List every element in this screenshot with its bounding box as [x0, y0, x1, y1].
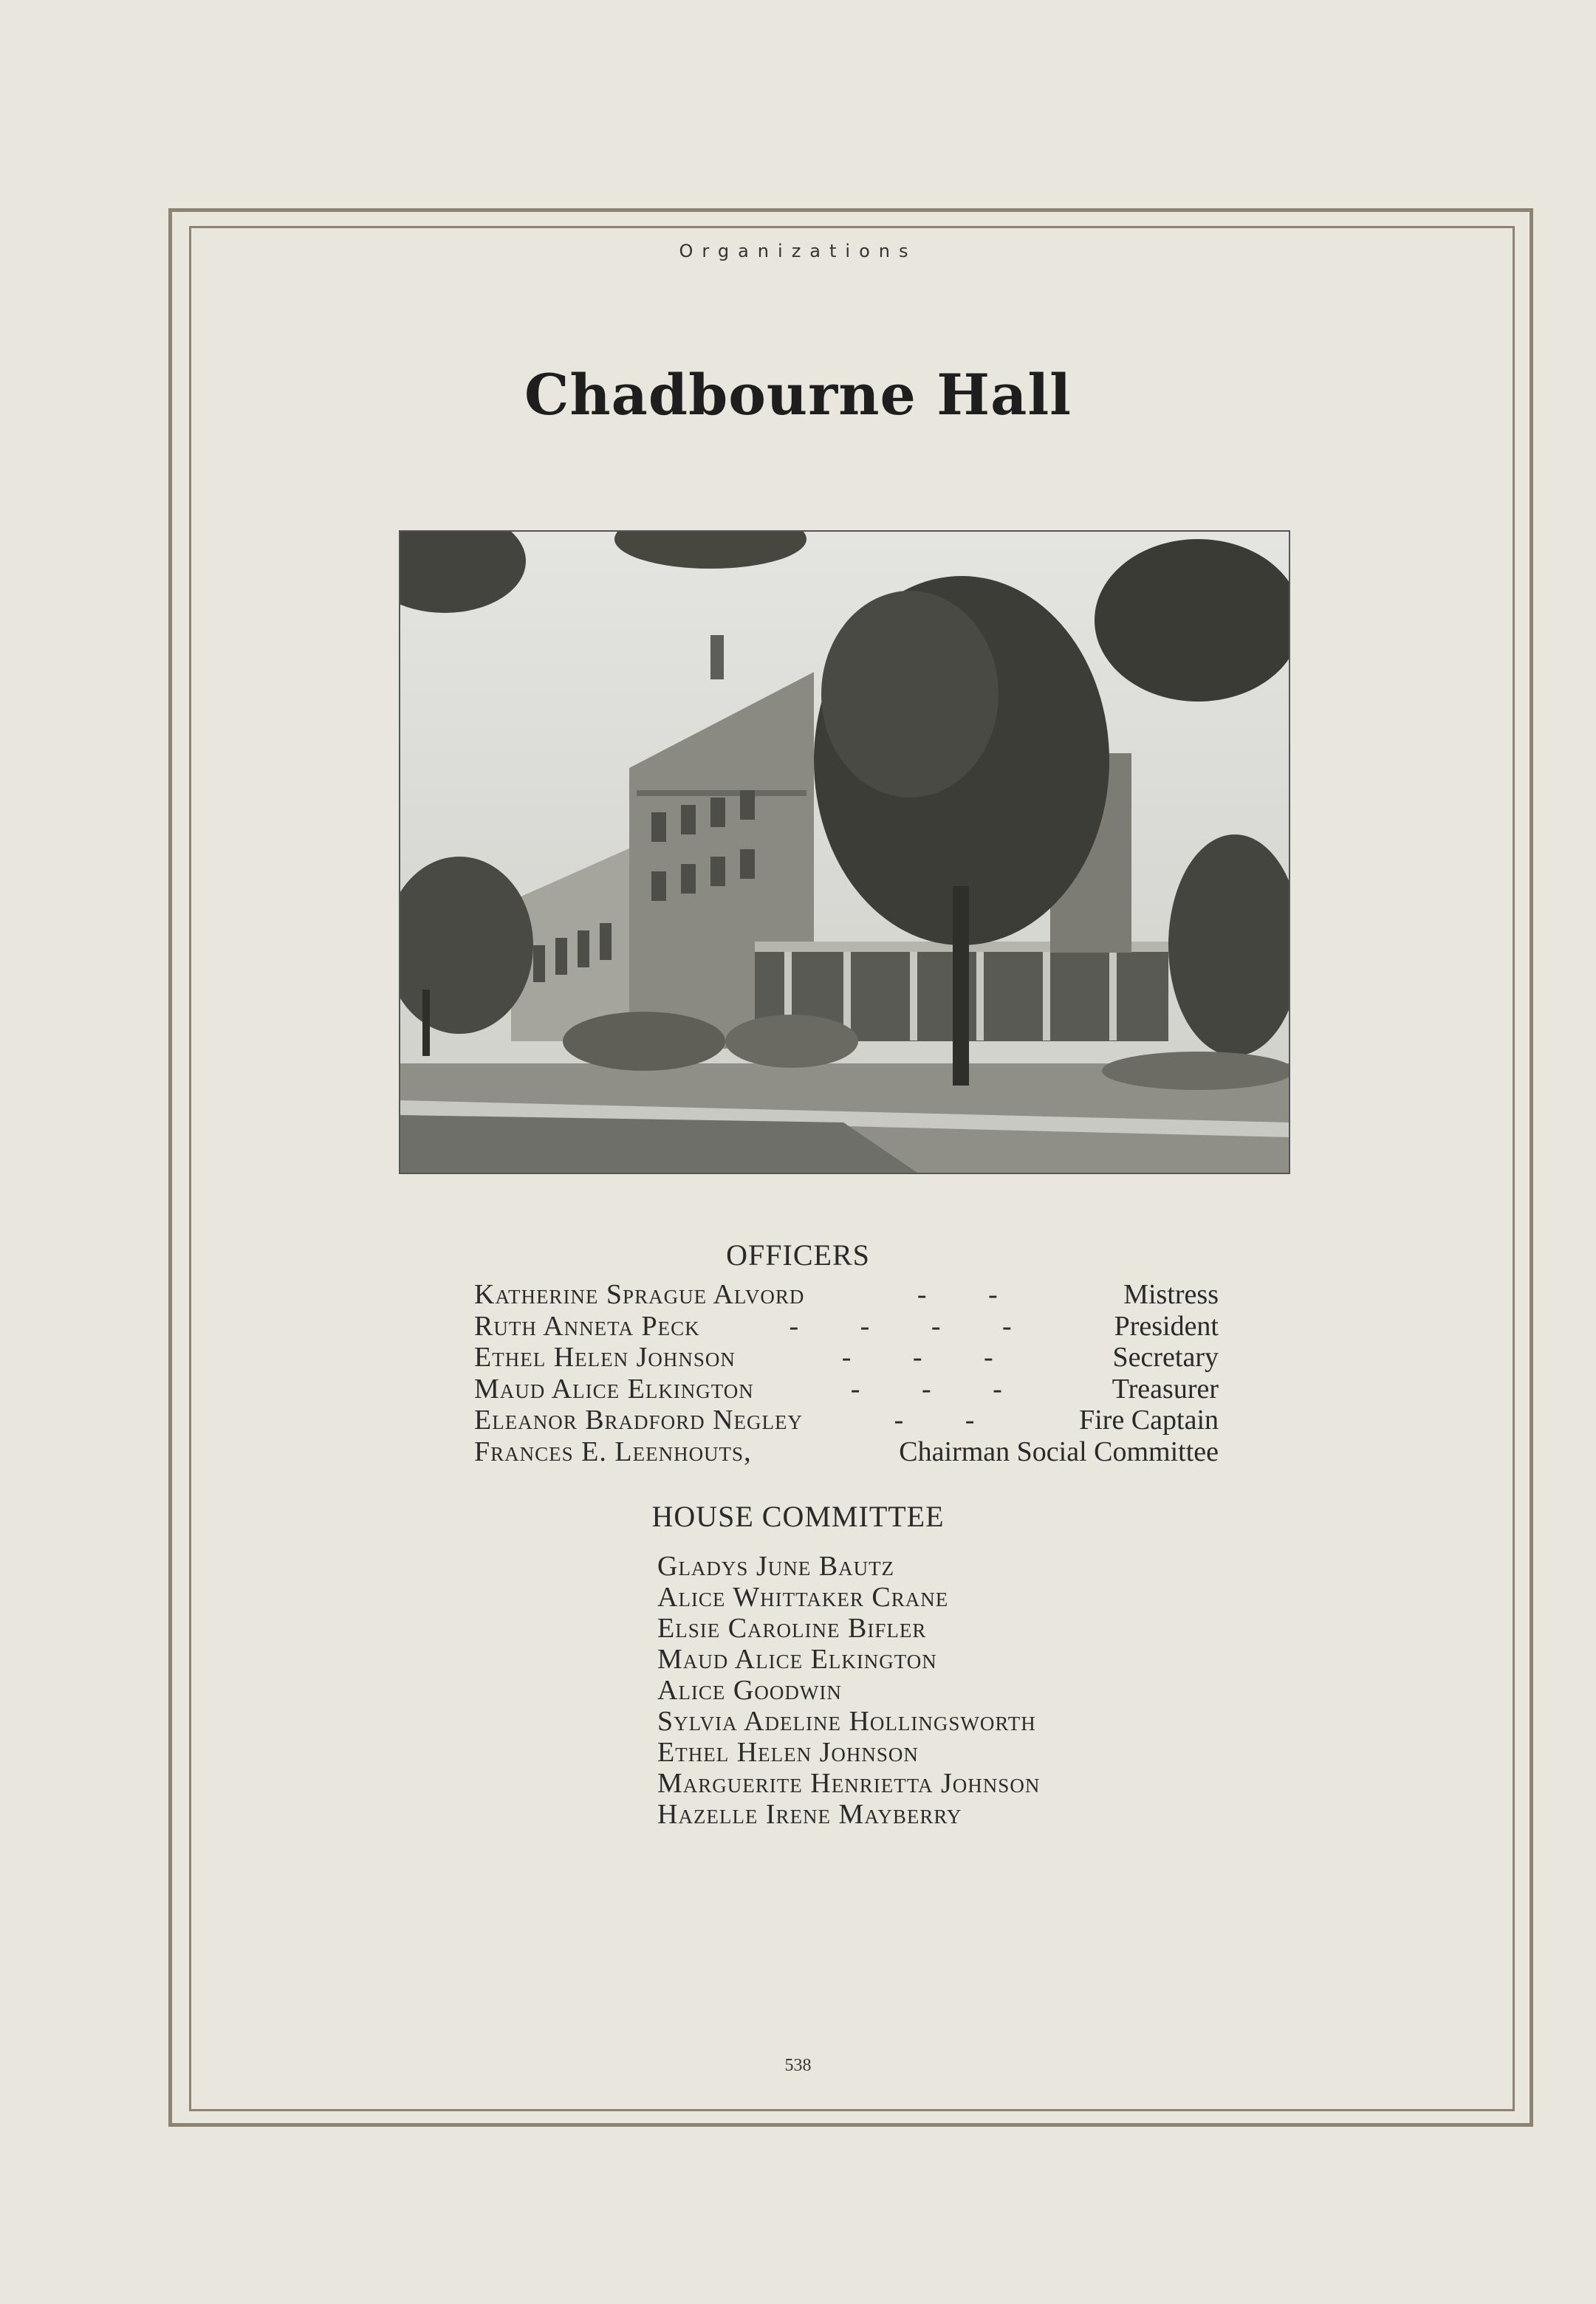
officer-role: Secretary — [1112, 1342, 1219, 1373]
officer-row — [474, 1279, 1219, 1311]
page-title: Chadbourne Hall — [524, 362, 1072, 428]
officer-name: Maud Alice Elkington — [474, 1373, 754, 1405]
committee-member: Gladys June Bautz — [657, 1551, 895, 1582]
officer-role: Mistress — [1123, 1279, 1219, 1310]
committee-member: Hazelle Irene Mayberry — [657, 1799, 962, 1830]
house-committee-heading: HOUSE COMMITTEE — [651, 1500, 945, 1533]
leader-dashes: - - - — [841, 1342, 1007, 1373]
building-photo — [399, 530, 1290, 1174]
officers-heading: OFFICERS — [726, 1238, 870, 1272]
committee-member: Sylvia Adeline Hollingsworth — [657, 1706, 1036, 1737]
officer-row — [474, 1311, 1219, 1343]
page-number: 538 — [784, 2056, 812, 2075]
leader-dashes: - - — [894, 1405, 988, 1436]
officer-row — [474, 1342, 1219, 1374]
house-committee-list — [657, 1551, 1040, 1830]
officer-name: Eleanor Bradford Negley — [474, 1405, 803, 1436]
officers-list — [474, 1279, 1219, 1467]
officer-name: Frances E. Leenhouts, — [474, 1436, 752, 1467]
leader-dashes: - - - — [850, 1373, 1016, 1405]
committee-member: Alice Goodwin — [657, 1675, 842, 1706]
leader-dashes: - - — [917, 1279, 1011, 1310]
officer-row — [474, 1436, 1219, 1468]
section-header: Organizations — [679, 241, 917, 261]
officer-row — [474, 1405, 1219, 1436]
committee-member: Marguerite Henrietta Johnson — [657, 1768, 1041, 1799]
committee-member: Ethel Helen Johnson — [657, 1737, 919, 1768]
officer-role: Fire Captain — [1079, 1405, 1219, 1436]
officer-name: Katherine Sprague Alvord — [474, 1279, 805, 1310]
officer-name: Ruth Anneta Peck — [474, 1310, 700, 1342]
committee-member: Alice Whittaker Crane — [657, 1582, 949, 1613]
officer-name: Ethel Helen Johnson — [474, 1342, 736, 1373]
officer-role: Chairman Social Committee — [899, 1436, 1219, 1467]
committee-member: Elsie Caroline Bifler — [657, 1613, 927, 1644]
officer-role: President — [1114, 1310, 1219, 1342]
leader-dashes: - - - - — [789, 1310, 1025, 1342]
officer-row — [474, 1374, 1219, 1405]
committee-member: Maud Alice Elkington — [657, 1644, 937, 1675]
officer-role: Treasurer — [1112, 1373, 1219, 1405]
